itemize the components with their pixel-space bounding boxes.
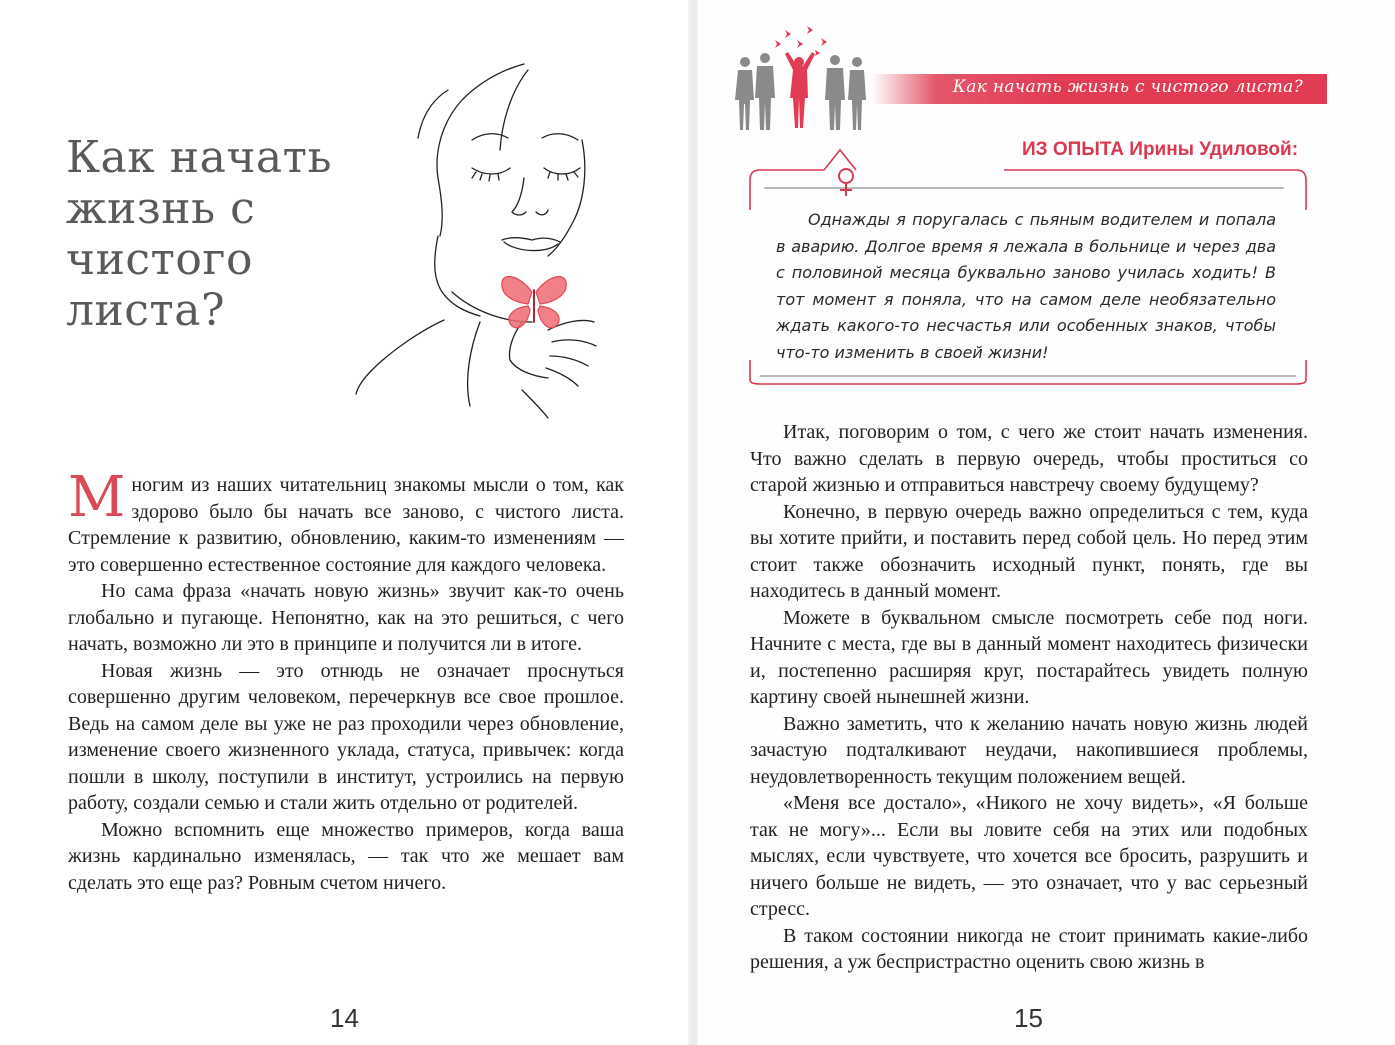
paragraph: Можете в буквальном смысле посмотреть себе под ноги. Начните с места, где вы в данный момент находитесь физически и, постепенно расширяя круг, постарайтесь увидеть полную картину своей нынешней жизни. bbox=[750, 606, 1308, 708]
dropcap-letter: М bbox=[68, 465, 126, 530]
paragraph: Новая жизнь — это отнюдь не означает проснуться совершенно другим человеком, перечеркнув все свое прошлое. Ведь на самом деле вы уже не раз проходили через обновление, изменение своего жизненного уклада, статуса, привычек: когда пошли в школу, поступили в институт, устроились на первую работу, создали семью и стали жить отдельно от родителей. bbox=[68, 659, 624, 814]
page-number: 15 bbox=[1014, 1003, 1043, 1033]
paragraph: Конечно, в первую очередь важно определиться с тем, куда вы хотите прийти, и поставить перед собой цель. Но перед этим стоит также обозначить исходный пункт, понять, где вы находитесь в данный момент. bbox=[750, 500, 1308, 602]
running-head-band bbox=[872, 74, 1327, 104]
paragraph: Важно заметить, что к желанию начать новую жизнь людей зачастую подталкивают неудачи, накопившиеся проблемы, неудовлетворенность текущим положением вещей. bbox=[750, 712, 1308, 788]
people-silhouettes-icon bbox=[735, 24, 875, 136]
paragraph: «Меня все достало», «Никого не хочу видеть», «Я больше так не могу»... Если вы ловите себя на этих или подобных мыслях, если чувствуете, что хочется все бросить, разрушить и ничего больше не видеть, — это означает, что у вас серьезный стресс. bbox=[750, 792, 1308, 920]
paragraph: Можно вспомнить еще множество примеров, когда ваша жизнь кардинально изменялась, — так что же мешает вам сделать это еще раз? Ровным счетом ничего. bbox=[68, 818, 624, 894]
butterfly-icon bbox=[502, 277, 566, 328]
woman-with-butterfly-illustration bbox=[352, 60, 632, 420]
experience-box-heading: ИЗ ОПЫТА Ирины Удиловой: bbox=[1022, 139, 1299, 160]
paragraph: Но сама фраза «начать новую жизнь» звучит как-то очень глобально и пугающе. Непонятно, как на это решиться, с чего начать, возможно ли это в принципе и получится ли в итоге. bbox=[68, 580, 624, 655]
page-number: 14 bbox=[330, 1003, 359, 1033]
paragraph: В таком состоянии никогда не стоит принимать какие-либо решения, а уж беспристрастно оценить свою жизнь в bbox=[750, 924, 1308, 973]
left-page bbox=[0, 0, 690, 1045]
running-head: Как начать жизнь с чистого листа? bbox=[952, 77, 1303, 97]
left-body-text bbox=[68, 465, 624, 896]
paragraph: Итак, поговорим о том, с чего же стоит начать изменения. Что важно сделать в первую очередь, чтобы проститься со старой жизнью и отправиться навстречу своему будущему? bbox=[750, 421, 1308, 496]
paragraph: Многим из наших читательниц знакомы мысли о том, как здорово было бы начать все заново, с чистого листа. Стремление к развитию, обновлению, каким-то изменениям — это совершенно естественное состояние для каждого человека. bbox=[68, 465, 624, 576]
female-symbol-icon bbox=[839, 169, 853, 196]
right-body-text bbox=[750, 419, 1308, 976]
experience-box-text: Однажды я поругалась с пьяным водителем и попала в аварию. Долгое время я лежала в больнице и через два с половиной месяца буквально заново училась ходить! В тот момент я поняла, что на самом деле необязательно ждать какого-то несчастья или особенных знаков, чтобы что-то изменить в своей жизни! bbox=[776, 210, 1276, 362]
chapter-title: Как начать жизнь с чистого листа? bbox=[66, 132, 332, 336]
